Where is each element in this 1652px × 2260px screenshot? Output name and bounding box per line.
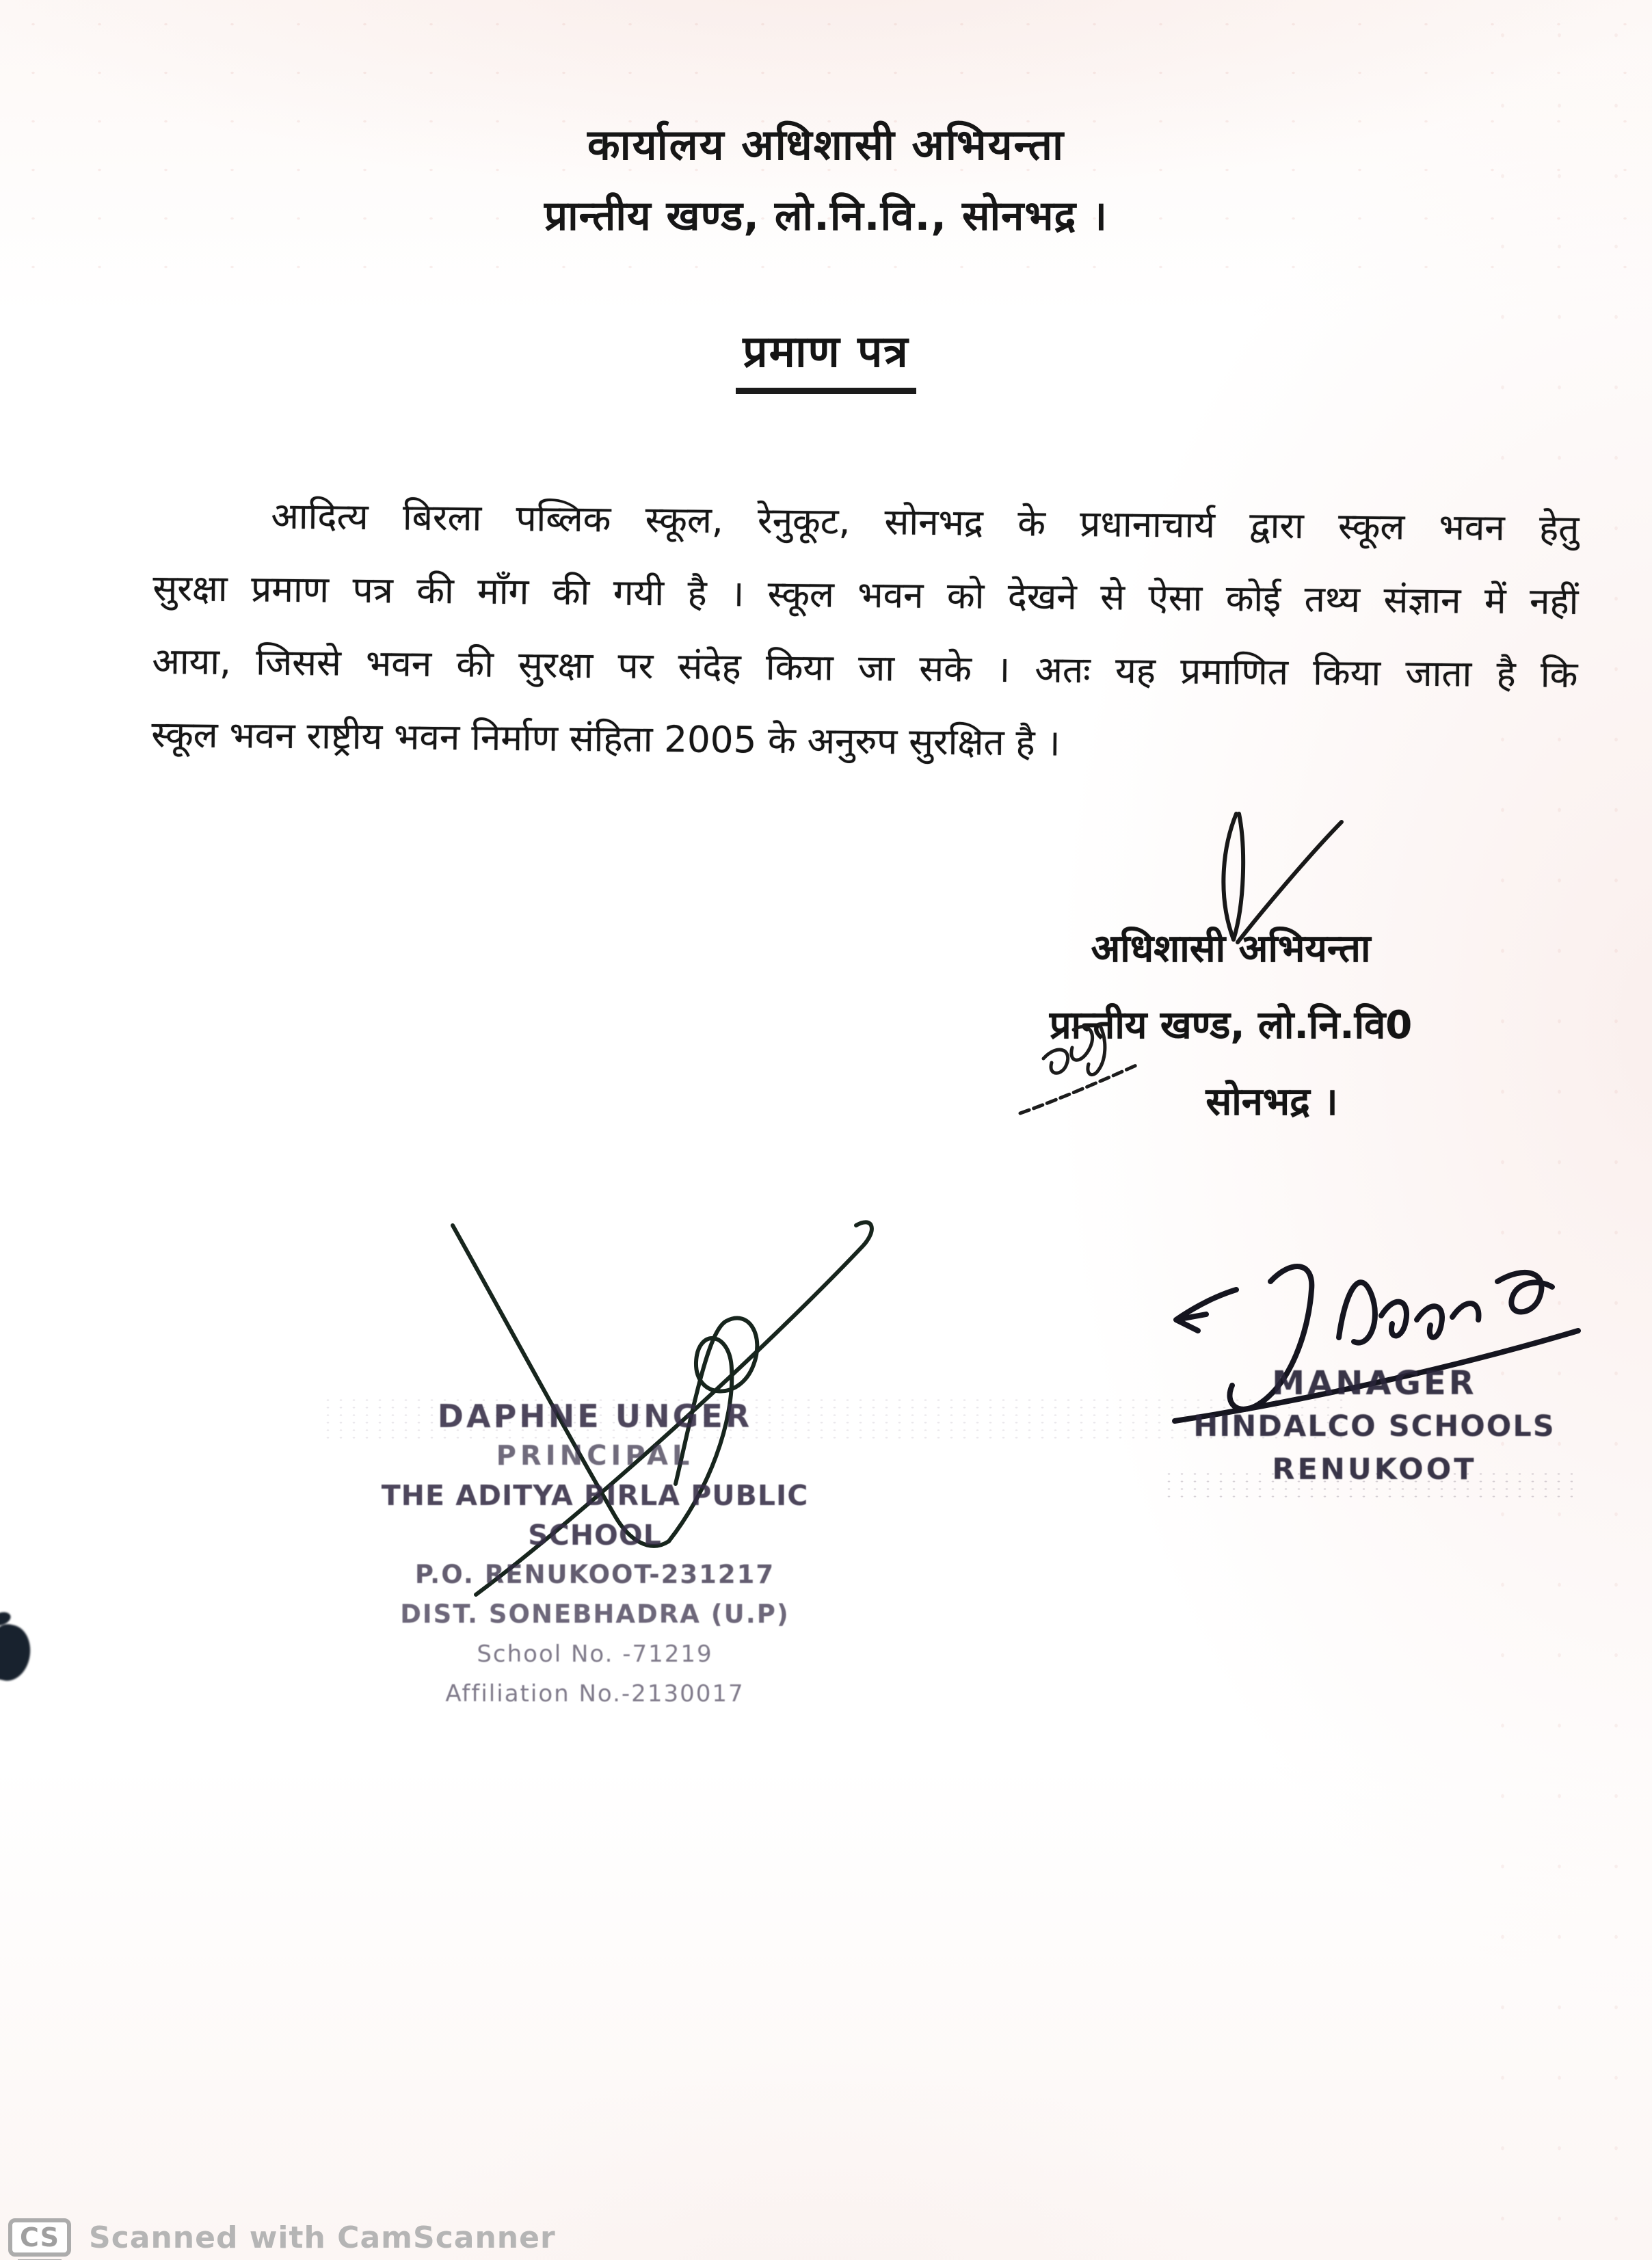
stamp-org: HINDALCO SCHOOLS — [1193, 1409, 1556, 1444]
stamp-affiliation-no: Affiliation No.-2130017 — [445, 1680, 745, 1707]
signatory-designation: अधिशासी अभियन्ता — [1091, 927, 1371, 971]
body-line: स्कूल भवन राष्ट्रीय भवन निर्माण संहिता 2005 के अनुरुप सुरक्षित है । — [151, 713, 1061, 765]
principal-stamp — [342, 1396, 848, 1714]
stamp-district: DIST. SONEBHADRA (U.P) — [400, 1599, 790, 1629]
body-line: आया, जिससे भवन की सुरक्षा पर संदेह किया जा सके । अतः यह प्रमाणित किया जाता है कि — [152, 640, 1578, 697]
body-line: सुरक्षा प्रमाण पत्र की माँग की गयी है । स्कूल भवन को देखने से ऐसा कोई तथ्य संज्ञान में नहीं — [152, 567, 1579, 624]
stamp-school-no: School No. -71219 — [477, 1640, 713, 1668]
camscanner-logo-text: CS — [20, 2222, 59, 2252]
signatory-district: सोनभद्र । — [1205, 1080, 1338, 1124]
certificate-title: प्रमाण पत्र — [736, 320, 916, 394]
signatory-block — [1005, 911, 1456, 1141]
body-line: आदित्य बिरला पब्लिक स्कूल, रेनुकूट, सोनभद्र के प्रधानाचार्य द्वारा स्कूल भवन हेतु — [271, 495, 1580, 550]
certificate-title-wrap — [0, 320, 1652, 394]
stamp-name: DAPHNE UNGER — [437, 1398, 753, 1435]
certificate-body — [151, 479, 1580, 785]
stamp-po: P.O. RENUKOOT-231217 — [414, 1560, 775, 1589]
manager-stamp — [1176, 1362, 1573, 1491]
camscanner-watermark — [8, 2216, 556, 2259]
signatory-division: प्रान्तीय खण्ड, लो.नि.वि0 — [1049, 1003, 1413, 1048]
letterhead-office-line: कार्यालय अधिशासी अभियन्ता — [587, 120, 1065, 170]
stamp-role: PRINCIPAL — [496, 1440, 694, 1472]
letterhead-division-line: प्रान्तीय खण्ड, लो.नि.वि., सोनभद्र । — [544, 192, 1108, 240]
stamp-school: THE ADITYA BIRLA PUBLIC SCHOOL — [381, 1479, 809, 1552]
ink-blob — [0, 1621, 36, 1684]
stamp-place: RENUKOOT — [1272, 1452, 1477, 1487]
camscanner-label: Scanned with CamScanner — [89, 2220, 556, 2255]
camscanner-logo — [8, 2218, 71, 2257]
stamp-role: MANAGER — [1272, 1364, 1477, 1402]
